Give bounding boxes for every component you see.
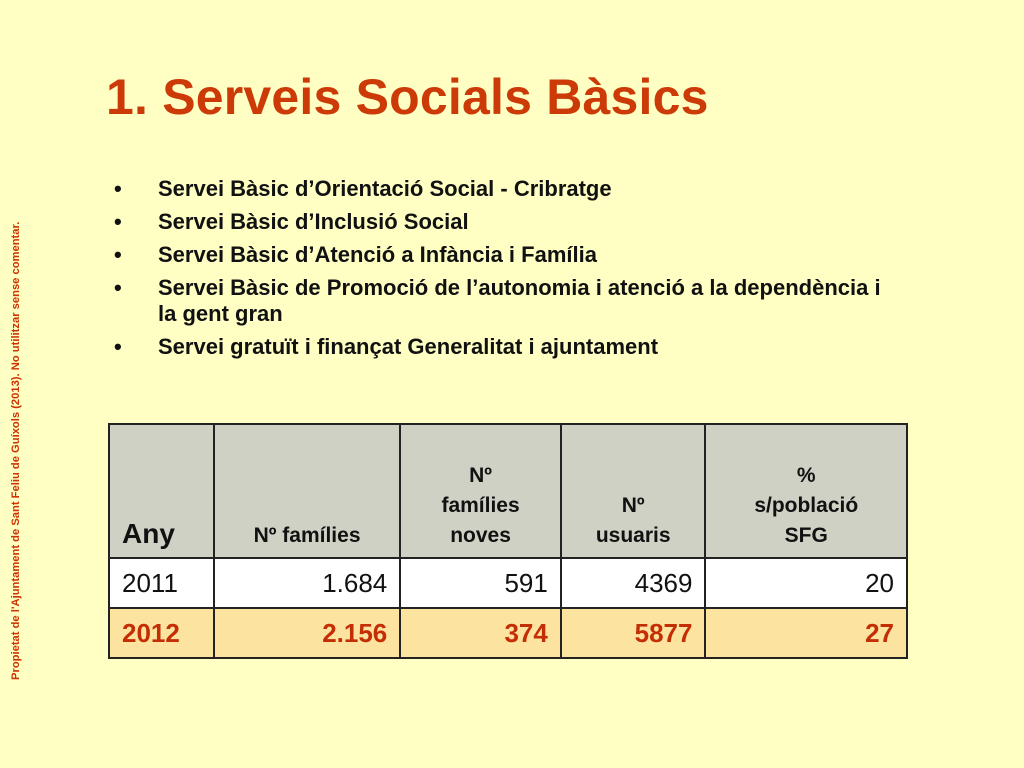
bullet-item-inclusio — [114, 209, 894, 235]
header-percent-line1: % — [796, 464, 816, 487]
statistics-table — [108, 423, 908, 659]
table-row — [109, 608, 907, 658]
cell-users: 5877 — [561, 608, 706, 658]
bullet-icon: • — [114, 334, 122, 359]
bullet-icon: • — [114, 242, 122, 267]
bullet-icon: • — [114, 275, 122, 300]
bullet-icon: • — [114, 209, 122, 234]
services-bullet-list — [114, 176, 894, 367]
cell-new-families: 374 — [400, 608, 561, 658]
header-any — [109, 424, 214, 558]
bullet-text: Servei Bàsic d’Orientació Social - Cribratge — [158, 176, 612, 201]
copyright-side-note: Propietat de l'Ajuntament de Sant Feliu de Guíxols (2013). No utilitzar sense comentar. — [10, 221, 22, 680]
header-families — [214, 424, 400, 558]
cell-percent: 27 — [705, 608, 907, 658]
header-any-text: Any — [122, 518, 175, 549]
header-new-families — [400, 424, 561, 558]
bullet-item-autonomia — [114, 275, 894, 327]
bullet-item-infancia — [114, 242, 894, 268]
table-header-row — [109, 424, 907, 558]
cell-families: 1.684 — [214, 558, 400, 608]
slide-title: 1. Serveis Socials Bàsics — [106, 69, 709, 125]
bullet-item-orientacio — [114, 176, 894, 202]
bullet-text: Servei Bàsic de Promoció de l’autonomia i atenció a la dependència i la gent gran — [158, 275, 881, 326]
header-users-line1: Nº — [621, 494, 645, 517]
bullet-item-financament — [114, 334, 894, 360]
bullet-text: Servei gratuït i finançat Generalitat i ajuntament — [158, 334, 659, 359]
header-new-families-line2: famílies — [441, 494, 520, 517]
header-families-text: Nº famílies — [253, 524, 361, 547]
bullet-text: Servei Bàsic d’Atenció a Infància i Família — [158, 242, 597, 267]
cell-year: 2011 — [109, 558, 214, 608]
table-row — [109, 558, 907, 608]
bullet-icon: • — [114, 176, 122, 201]
header-new-families-line3: noves — [450, 524, 511, 547]
header-percent-line3: SFG — [784, 524, 828, 547]
header-new-families-line1: Nº — [469, 464, 492, 487]
cell-new-families: 591 — [400, 558, 561, 608]
header-percent — [705, 424, 907, 558]
cell-families: 2.156 — [214, 608, 400, 658]
cell-percent: 20 — [705, 558, 907, 608]
cell-users: 4369 — [561, 558, 706, 608]
bullet-text: Servei Bàsic d’Inclusió Social — [158, 209, 469, 234]
header-users-line2: usuaris — [595, 524, 671, 547]
header-users — [561, 424, 706, 558]
cell-year: 2012 — [109, 608, 214, 658]
header-percent-line2: s/població — [754, 494, 859, 517]
